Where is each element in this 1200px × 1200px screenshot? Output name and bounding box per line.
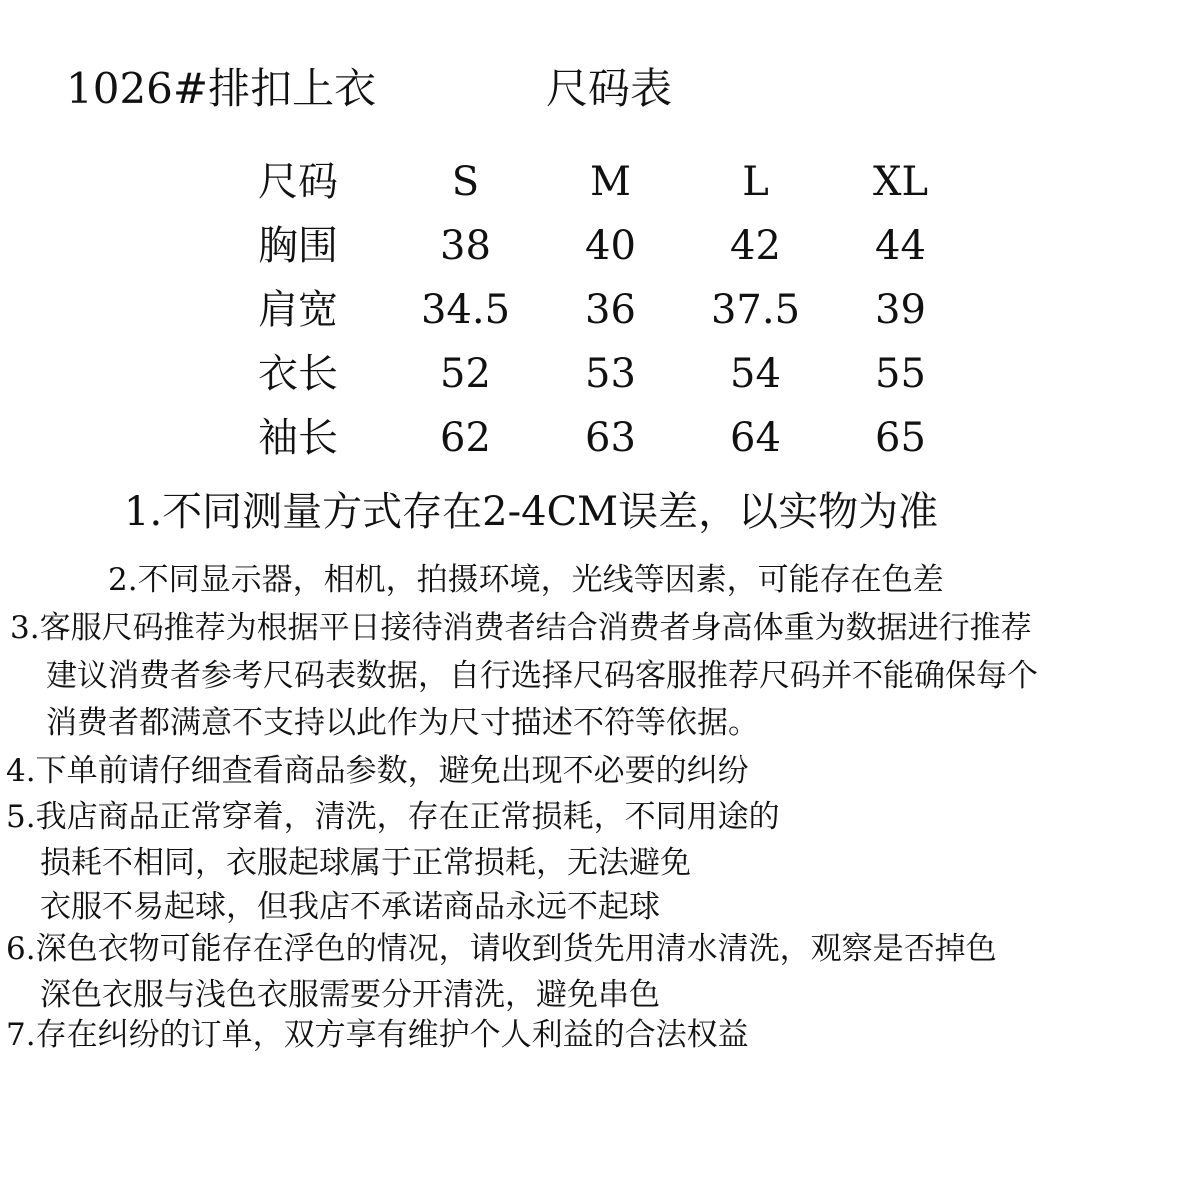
table-cell: 62 xyxy=(440,415,491,461)
table-row xyxy=(250,214,973,278)
product-title: 1026#排扣上衣 xyxy=(66,64,377,113)
note-6-line-1: 6.深色衣物可能存在浮色的情况，请收到货先用清水清洗，观察是否掉色 xyxy=(6,931,997,967)
table-row xyxy=(250,342,973,406)
table-cell: 36 xyxy=(585,287,636,333)
size-table xyxy=(250,150,973,470)
note-7: 7.存在纠纷的订单，双方享有维护个人利益的合法权益 xyxy=(6,1017,749,1053)
note-1: 1.不同测量方式存在2-4CM误差，以实物为准 xyxy=(124,489,939,535)
table-cell: 40 xyxy=(585,223,636,269)
row-label: 衣长 xyxy=(258,351,338,397)
header-cell: XL xyxy=(872,159,929,205)
table-cell: 65 xyxy=(875,415,926,461)
table-cell: 53 xyxy=(585,351,636,397)
note-3-line-1: 3.客服尺码推荐为根据平日接待消费者结合消费者身高体重为数据进行推荐 xyxy=(10,610,1032,646)
note-6-line-2: 深色衣服与浅色衣服需要分开清洗，避免串色 xyxy=(40,977,660,1013)
table-header-row xyxy=(250,150,973,214)
table-cell: 42 xyxy=(730,223,781,269)
table-cell: 34.5 xyxy=(420,287,511,333)
table-cell: 38 xyxy=(440,223,491,269)
note-5-line-3: 衣服不易起球，但我店不承诺商品永远不起球 xyxy=(40,889,660,925)
table-cell: 54 xyxy=(730,351,781,397)
note-4: 4.下单前请仔细查看商品参数，避免出现不必要的纠纷 xyxy=(6,753,749,789)
table-cell: 37.5 xyxy=(710,287,801,333)
row-label: 袖长 xyxy=(258,415,338,461)
table-cell: 44 xyxy=(875,223,926,269)
row-label: 肩宽 xyxy=(258,287,338,333)
table-cell: 39 xyxy=(875,287,926,333)
header-cell: 尺码 xyxy=(258,159,338,205)
note-5-line-1: 5.我店商品正常穿着，清洗，存在正常损耗，不同用途的 xyxy=(6,799,780,835)
size-chart-title: 尺码表 xyxy=(546,64,673,113)
table-cell: 52 xyxy=(440,351,491,397)
note-2: 2.不同显示器，相机，拍摄环境，光线等因素，可能存在色差 xyxy=(108,562,944,598)
table-cell: 55 xyxy=(875,351,926,397)
table-row xyxy=(250,278,973,342)
header-cell: M xyxy=(590,159,631,205)
table-row xyxy=(250,406,973,470)
header-cell: S xyxy=(451,159,480,205)
table-cell: 63 xyxy=(585,415,636,461)
table-cell: 64 xyxy=(730,415,781,461)
note-3-line-3: 消费者都满意不支持以此作为尺寸描述不符等依据。 xyxy=(46,705,759,741)
note-5-line-2: 损耗不相同，衣服起球属于正常损耗，无法避免 xyxy=(40,845,691,881)
header-cell: L xyxy=(742,159,769,205)
note-3-line-2: 建议消费者参考尺码表数据，自行选择尺码客服推荐尺码并不能确保每个 xyxy=(46,658,1038,694)
row-label: 胸围 xyxy=(258,223,338,269)
